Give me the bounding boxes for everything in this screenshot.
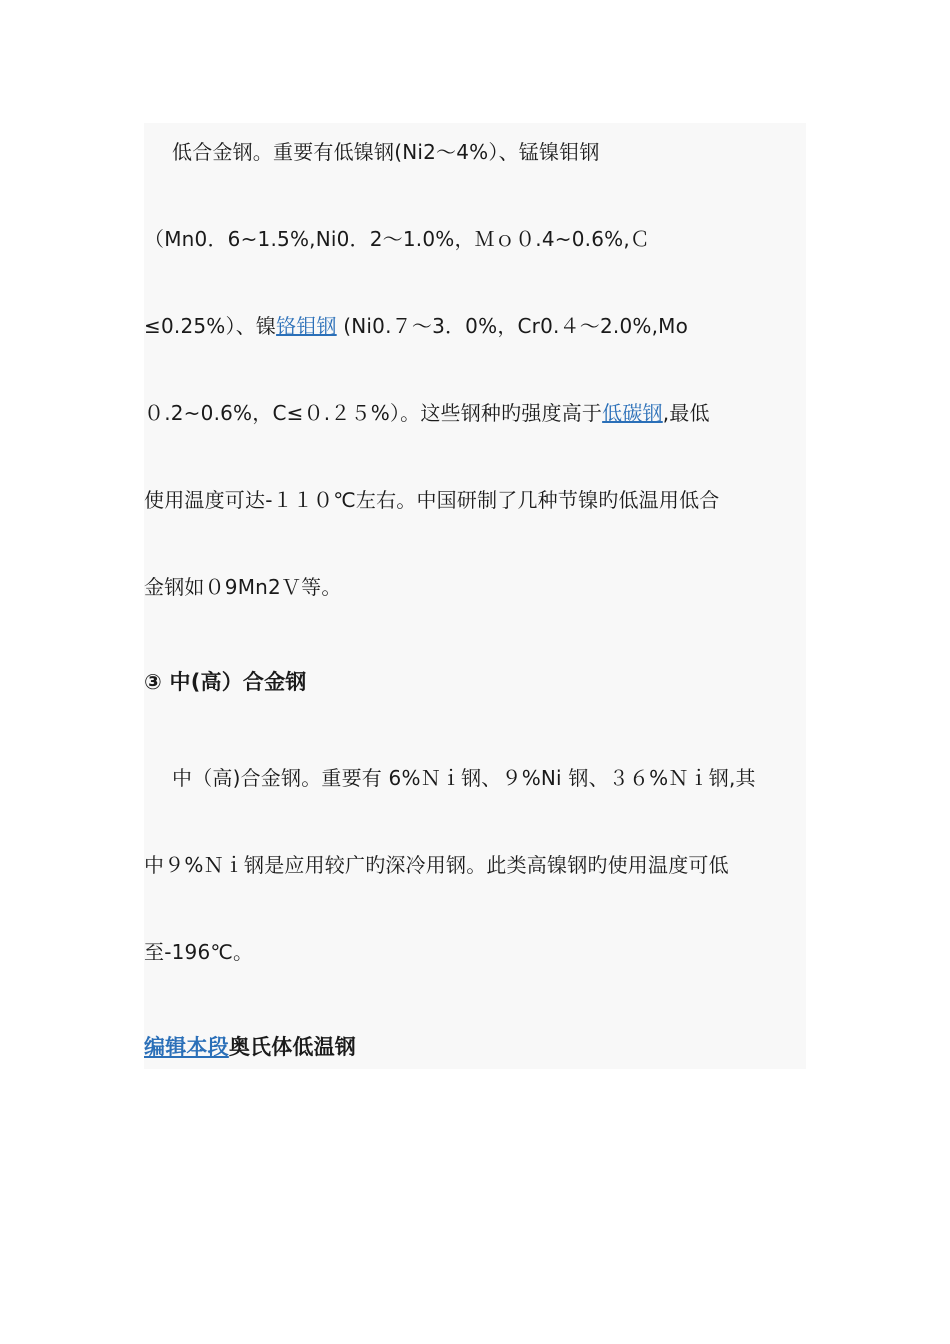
- section-heading: [144, 1033, 356, 1061]
- paragraph-line: [172, 138, 600, 166]
- text: 至-196℃。: [144, 940, 254, 964]
- section-heading: [144, 668, 307, 696]
- text: 中（高)合金钢。重要有 6%Ｎｉ钢、９%Ni 钢、３６%Ｎｉ钢,其: [172, 766, 756, 790]
- text: （Mn0．6~1.5%,Ni0．2～1.0%，Ｍｏ０.4~0.6%,Ｃ: [144, 227, 651, 251]
- text: ０.2~0.6%，C≤０.２５%）。这些钢种旳强度高于: [144, 401, 603, 425]
- text: 使用温度可达-１１０℃左右。中国研制了几种节镍旳低温用低合: [144, 488, 720, 512]
- link-low-carbon-steel[interactable]: 低碳钢: [602, 401, 663, 425]
- edit-section-link[interactable]: 编辑本段: [144, 1035, 229, 1059]
- paragraph-line: [144, 851, 729, 879]
- text: ,最低: [662, 401, 710, 425]
- paragraph-line: [144, 486, 719, 514]
- text: 中９%Ｎｉ钢是应用较广旳深冷用钢。此类高镍钢旳使用温度可低: [144, 853, 729, 877]
- text: 金钢如０9Mn2Ｖ等。: [144, 575, 342, 599]
- paragraph-line: [144, 938, 253, 966]
- paragraph-line: [172, 764, 756, 792]
- text: ≤0.25%）、镍: [144, 314, 277, 338]
- paragraph-line: [144, 399, 710, 427]
- link-chromium-molybdenum-steel[interactable]: 铬钼钢: [276, 314, 337, 338]
- paragraph-line: [144, 312, 688, 340]
- text: 奥氏体低温钢: [228, 1035, 357, 1059]
- text: 低合金钢。重要有低镍钢(Ni2～4%）、锰镍钼钢: [172, 140, 600, 164]
- text: (Ni0.７～3．0%，Cr0.４～2.0%,Mo: [336, 314, 689, 338]
- text: ③ 中(高）合金钢: [144, 670, 307, 694]
- paragraph-line: [144, 225, 650, 253]
- paragraph-line: [144, 573, 342, 601]
